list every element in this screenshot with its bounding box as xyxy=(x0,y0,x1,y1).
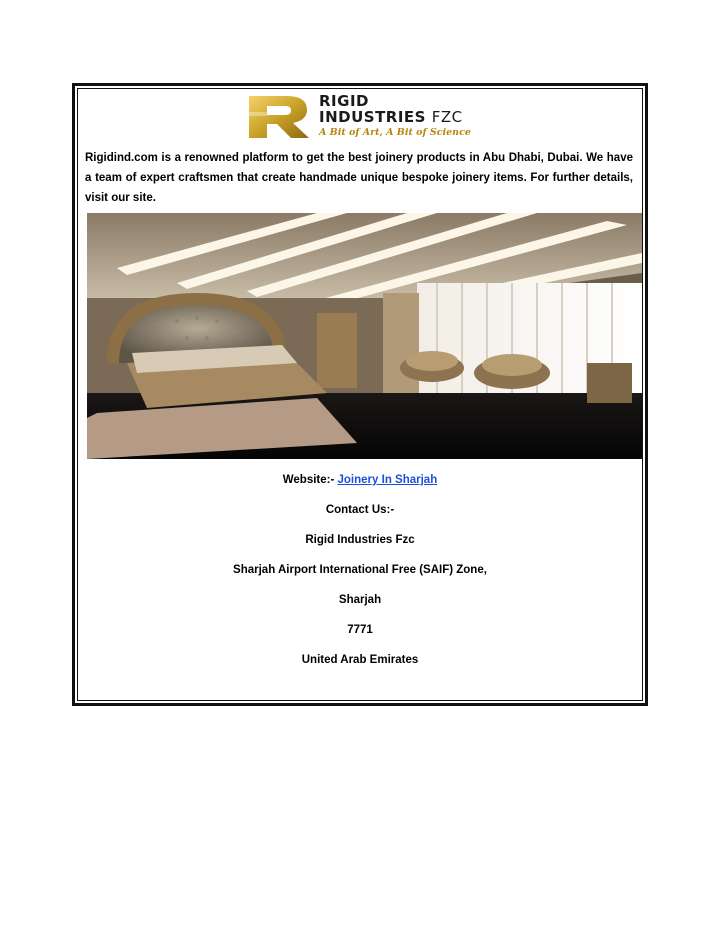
joinery-in-sharjah-link[interactable]: Joinery In Sharjah xyxy=(337,474,438,486)
intro-paragraph: Rigidind.com is a renowned platform to get the best joinery products in Abu Dhabi, Dubai. We have a team of expert craftsmen that create handmade unique bespoke joinery items. For further details, visit our site. xyxy=(85,152,633,204)
company-logo xyxy=(247,92,487,140)
logo-fzc: FZC xyxy=(431,108,463,126)
page-frame xyxy=(72,83,648,706)
website-label: Website:- xyxy=(282,474,338,486)
logo-tagline: A Bit of Art, A Bit of Science xyxy=(319,127,471,138)
bedroom-photo xyxy=(87,213,642,459)
website-line xyxy=(75,474,645,486)
logo-line2 xyxy=(319,110,463,125)
country: United Arab Emirates xyxy=(301,654,419,666)
rigid-r-logo-icon xyxy=(247,92,313,140)
logo-industries: INDUSTRIES xyxy=(319,108,426,126)
city: Sharjah xyxy=(338,594,382,606)
bedroom-interior-image xyxy=(87,213,642,459)
contact-us-heading: Contact Us:- xyxy=(325,504,395,516)
company-name: Rigid Industries Fzc xyxy=(305,534,415,546)
logo-line1: RIGID xyxy=(319,92,369,110)
postcode: 7771 xyxy=(347,624,373,636)
address-line: Sharjah Airport International Free (SAIF) Zone, xyxy=(233,564,487,576)
